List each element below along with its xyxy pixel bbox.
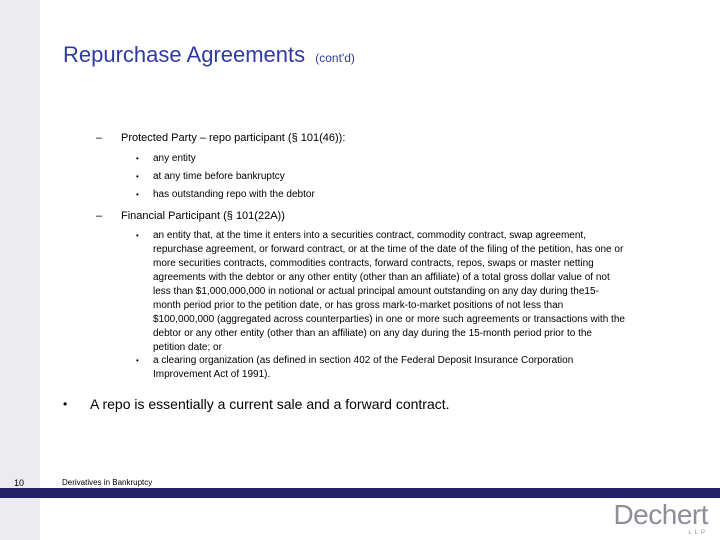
- section1-heading: Protected Party – repo participant (§ 101(46)):: [121, 132, 346, 144]
- paragraph-line: debtor or any other entity (other than an affiliate) on any day during the 15-month period prior to the: [153, 328, 592, 339]
- page-number: 10: [14, 478, 25, 488]
- bullet-marker: •: [136, 231, 139, 240]
- title-text: Repurchase Agreements: [63, 42, 306, 67]
- footer-decorative-band: [0, 498, 40, 540]
- paragraph-line: a clearing organization (as defined in section 402 of the Federal Deposit Insurance Corporation: [153, 355, 574, 366]
- dechert-logo: Dechert: [613, 499, 708, 530]
- bullet-marker: •: [136, 172, 139, 181]
- footer-bar: [0, 488, 720, 498]
- dash-marker-2: –: [96, 210, 103, 222]
- section2-heading: Financial Participant (§ 101(22A)): [121, 210, 285, 222]
- bullet-marker: •: [136, 154, 139, 163]
- dash-marker-1: –: [96, 132, 103, 144]
- paragraph-line: repurchase agreement, or forward contract, or at the time of the date of the filing of the petition, has one or: [153, 244, 624, 255]
- section1-bullet: at any time before bankruptcy: [153, 171, 285, 182]
- paragraph-line: petition date; or: [153, 342, 222, 353]
- paragraph-line: month period prior to the petition date, or has gross mark-to-market positions of not less than: [153, 300, 564, 311]
- main-bullet-marker: •: [63, 397, 68, 411]
- paragraph-line: an entity that, at the time it enters into a securities contract, commodity contract, swap agreement,: [153, 230, 586, 241]
- paragraph-line: $100,000,000 (aggregated across counterparties) in one or more such agreements or transactions with the: [153, 314, 625, 325]
- paragraph-line: less than $1,000,000,000 in notional or actual principal amount outstanding on any day during the15-: [153, 286, 599, 297]
- paragraph-line: Improvement Act of 1991).: [153, 369, 271, 380]
- main-bullet-text: A repo is essentially a current sale and a forward contract.: [90, 396, 450, 412]
- bullet-marker: •: [136, 190, 139, 199]
- paragraph-line: more securities contracts, commodities contracts, forward contracts, repos, swaps or master netting: [153, 258, 594, 269]
- left-decorative-band: [0, 0, 40, 488]
- paragraph-line: agreements with the debtor or any other entity (other than an affiliate) of a total gross dollar value of not: [153, 272, 610, 283]
- section1-bullet: has outstanding repo with the debtor: [153, 189, 315, 200]
- dechert-logo-llp: LLP: [688, 530, 708, 536]
- slide-title: [63, 42, 355, 68]
- section1-bullet: any entity: [153, 153, 196, 164]
- bullet-marker: •: [136, 356, 139, 365]
- footer-text: Derivatives in Bankruptcy: [62, 478, 153, 487]
- title-suffix: (cont'd): [315, 51, 355, 65]
